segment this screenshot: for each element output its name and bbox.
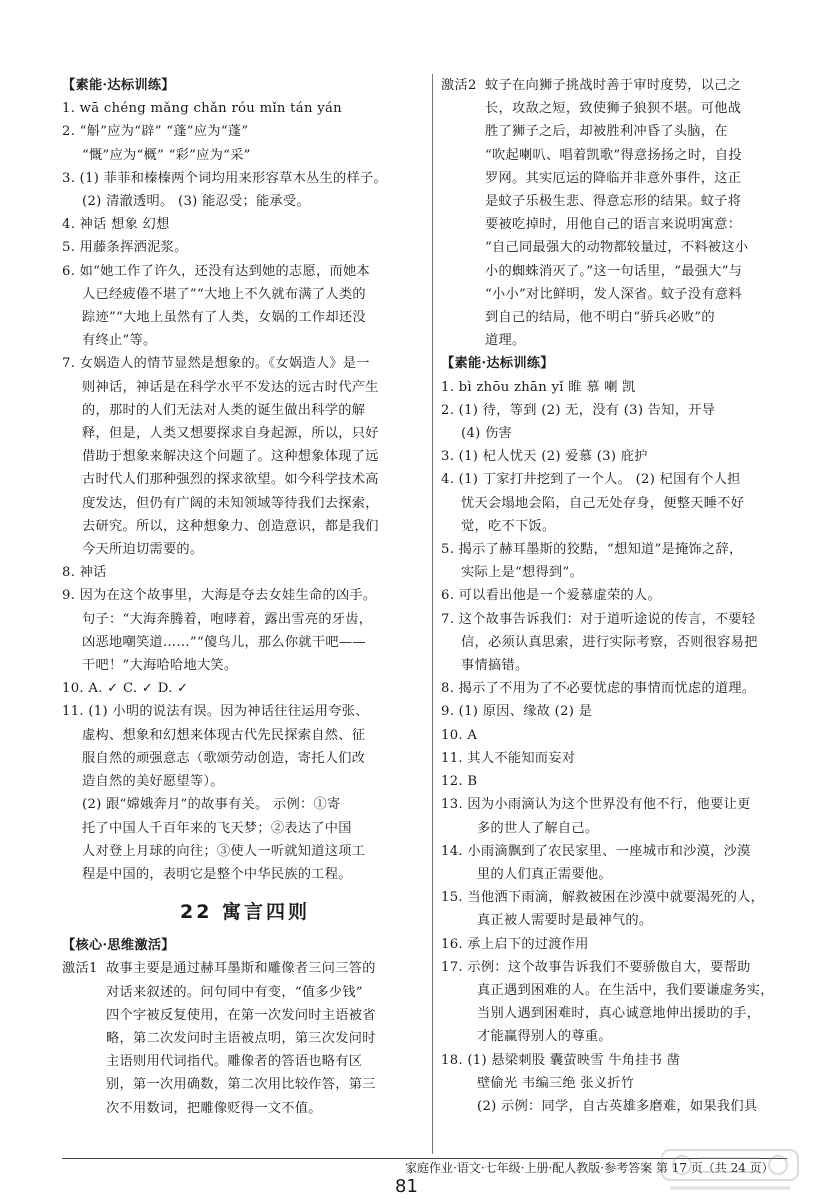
left-line: 去研究。所以，这种想象力、创造意识，都是我们 xyxy=(82,518,379,534)
right-line: 才能赢得别人的尊重。 xyxy=(477,1029,612,1045)
left-line: 释，但是，人类又想要探求自身起源，所以，只好 xyxy=(82,426,379,442)
activation-1-row xyxy=(62,1050,428,1073)
left-line: 的，那时的人们无法对人类的诞生做出科学的解 xyxy=(82,402,366,418)
right-line: 实际上是“想得到”。 xyxy=(461,565,583,581)
activation-1-row xyxy=(62,1027,428,1050)
left-line: 5. 用藤条挥洒泥浆。 xyxy=(62,240,188,256)
activation-1-row xyxy=(62,1004,428,1027)
left-line: 7. 女娲造人的情节显然是想象的。《女娲造人》是一 xyxy=(62,356,370,372)
right-line: 当别人遇到困难时，真心诚意地伸出援助的手， xyxy=(477,1006,761,1022)
lesson-title: 22 寓言四则 xyxy=(179,901,311,924)
left-line: 2. “斛”应为“辟” “蓬”应为“蓬” xyxy=(62,124,249,140)
left-line: 人对登上月球的向往；③使人一听就知道这项工 xyxy=(82,843,366,859)
right-line: 真正遇到困难的人。在生活中，我们要谦虚务实， xyxy=(477,982,774,998)
right-line: 7. 这个故事告诉我们：对于道听途说的传言，不要轻 xyxy=(441,611,756,627)
right-line: 8. 揭示了不用为了不必要忧虑的事情而忧虑的道理。 xyxy=(441,681,756,697)
activation-1-row xyxy=(62,981,428,1004)
right-answer-lines xyxy=(441,352,787,1118)
left-line: 服自然的顽强意志（歌颂劳动创造，寄托人们改 xyxy=(82,750,366,766)
right-line: 1. bì zhōu zhān yǐ 睢 慕 喇 凯 xyxy=(441,379,636,395)
activation-2-label xyxy=(441,144,485,167)
right-line: 13. 因为小雨滴认为这个世界没有他不行，他要让更 xyxy=(441,797,751,813)
activation-1-text: 次不用数词，把雕像贬得一文不值。 xyxy=(106,1100,322,1116)
activation-2-text: 长，攻敌之短，致使狮子狼狈不堪。可他战 xyxy=(485,101,742,117)
left-column xyxy=(62,74,428,1120)
right-line: 忧天会塌地会陷，自己无处存身，便整天睡不好 xyxy=(461,495,745,511)
activation-2-text: 胜了狮子之后，却被胜利冲昏了头脑，在 xyxy=(485,124,728,140)
right-line: 里的人们真正需要他。 xyxy=(477,866,612,882)
activation-2-label xyxy=(441,167,485,190)
activation-1-label: 激活1 xyxy=(62,961,98,977)
right-line: 4. (1) 丁家打井挖到了一个人。 (2) 杞国有个人担 xyxy=(441,472,741,488)
activation-2-text: 道理。 xyxy=(485,333,526,349)
left-line: 今天所迫切需要的。 xyxy=(82,542,204,558)
activation-2-label xyxy=(441,236,485,259)
left-line: (2) 清澈透明。 (3) 能忍受；能承受。 xyxy=(82,194,310,210)
left-line: 句子：“大海奔腾着，咆哮着，露出雪亮的牙齿， xyxy=(82,611,373,627)
activation-1-label xyxy=(62,1004,106,1027)
right-line: 18. (1) 悬梁刺股 囊萤映雪 牛角挂书 凿 xyxy=(441,1052,681,1068)
activation-2-text: “吹起喇叭、唱着凯歌”得意扬扬之时，自投 xyxy=(485,147,742,163)
left-line: 托了中国人千百年来的飞天梦；②表达了中国 xyxy=(82,820,352,836)
core-section-header: 【核心·思维激活】 xyxy=(62,938,175,954)
activation-2-text: 小的蜘蛛消灭了。”这一句话里，“最强大”与 xyxy=(485,263,743,279)
left-line: (2) 跟“嫦娥奔月”的故事有关。 示例：①寄 xyxy=(82,797,341,813)
activation-2-row xyxy=(441,74,787,97)
left-answer-lines xyxy=(62,74,428,886)
activation-1-label xyxy=(62,1050,106,1073)
right-line: 15. 当他洒下雨滴，解救被困在沙漠中就要渴死的人， xyxy=(441,890,765,906)
activation-1-text: 故事主要是通过赫耳墨斯和雕像者三问三答的 xyxy=(106,961,376,977)
activation-1-text: 主语则用代词指代。雕像者的答语也略有区 xyxy=(106,1054,363,1070)
left-line: 6. 如“她工作了许久，还没有达到她的志愿，而她本 xyxy=(62,263,370,279)
right-line: 10. A xyxy=(441,727,478,743)
activation-2-row xyxy=(441,329,787,352)
right-line: 17. 示例：这个故事告诉我们不要骄傲自大，要帮助 xyxy=(441,959,751,975)
right-line: 12. B xyxy=(441,774,478,790)
activation-2-row xyxy=(441,97,787,120)
left-line: 3. (1) 菲菲和榛榛两个词均用来形容草木丛生的样子。 xyxy=(62,170,387,186)
left-line: 11. (1) 小明的说法有误。因为神话往往运用夸张、 xyxy=(62,704,369,720)
left-line: 度发达，但仍有广阔的未知领域等待我们去探索， xyxy=(82,495,379,511)
right-line: 9. (1) 原因、缘故 (2) 是 xyxy=(441,704,593,720)
activation-1-row xyxy=(62,1073,428,1096)
activation-2-label xyxy=(441,306,485,329)
activation-2-text: 蚊子在向狮子挑战时善于审时度势，以己之 xyxy=(485,78,742,93)
left-line: 干吧！”大海哈哈地大笑。 xyxy=(82,658,238,674)
left-line: 9. 因为在这个故事里，大海是夺去女娃生命的凶手。 xyxy=(62,588,377,604)
right-line: 11. 其人不能知而妄对 xyxy=(441,750,576,766)
right-column xyxy=(441,74,787,1118)
activation-1-text: 别，第一次用确数，第二次用比较作答，第三 xyxy=(106,1077,376,1093)
activation-2-row xyxy=(441,120,787,143)
right-line: 真正被人需要时是最神气的。 xyxy=(477,913,653,929)
right-line: 事情搞错。 xyxy=(461,658,529,674)
right-line: 【素能·达标训练】 xyxy=(441,356,554,372)
left-line: 虚构、想象和幻想来体现古代先民探索自然、征 xyxy=(82,727,366,743)
activation-1-text: 略，第二次发问时主语被点明，第三次发问时 xyxy=(106,1030,376,1046)
activation-2-row xyxy=(441,283,787,306)
activation-2-label xyxy=(441,283,485,306)
left-line: 造自然的美好愿望等）。 xyxy=(82,774,224,790)
activation-2-text: 是蚊子乐极生悲、得意忘形的结果。蚊子将 xyxy=(485,194,742,210)
activation-1-label xyxy=(62,981,106,1004)
left-line: 有终止”等。 xyxy=(82,333,157,349)
activation-1-row xyxy=(62,957,428,980)
activation-2-text: 罗网。其实厄运的降临并非意外事件，这正 xyxy=(485,170,742,186)
activation-2-row xyxy=(441,306,787,329)
right-line: 3. (1) 杞人忧天 (2) 爱慕 (3) 庇护 xyxy=(441,449,648,465)
left-line: 4. 神话 想象 幻想 xyxy=(62,217,170,233)
right-line: (4) 伤害 xyxy=(461,426,513,442)
activation-2-label xyxy=(441,213,485,236)
activation-2-row xyxy=(441,190,787,213)
activation-2-row xyxy=(441,213,787,236)
left-line: 人已经疲倦不堪了”“大地上不久就布满了人类的 xyxy=(82,286,366,302)
page-number: 81 xyxy=(395,1176,418,1197)
left-line: 借助于想象来解决这个问题了。这种想象体现了远 xyxy=(82,449,379,465)
activation-2-label xyxy=(441,190,485,213)
activation-2-label xyxy=(441,97,485,120)
left-line: 1. wā chéng mǎng chǎn róu mǐn tán yán xyxy=(62,101,342,117)
activation-2-label xyxy=(441,120,485,143)
column-divider xyxy=(432,74,433,1154)
activation-1-block xyxy=(62,957,428,1119)
activation-2-text: “自己同最强大的动物都较量过，不料被这小 xyxy=(485,240,749,256)
left-line: 凶恶地嘲笑道……”“傻鸟儿，那么你就干吧—— xyxy=(82,634,366,650)
left-line: 古时代人们那种强烈的探求欲望。如今科学技术高 xyxy=(82,472,379,488)
activation-2-label xyxy=(441,329,485,352)
footer-text: 家庭作业·语文·七年级·上册·配人教版·参考答案 第 17 页（共 24 页） xyxy=(405,1161,774,1175)
left-line: 则神话，神话是在科学水平不发达的远古时代产生 xyxy=(82,379,379,395)
activation-1-row xyxy=(62,1097,428,1120)
right-line: 壁偷光 韦编三绝 张义折竹 xyxy=(477,1075,635,1091)
activation-2-row xyxy=(441,236,787,259)
left-line: 踪迹”“大地上虽然有了人类，女娲的工作却还没 xyxy=(82,310,366,326)
right-line: 5. 揭示了赫耳墨斯的狡黠，“想知道”是掩饰之辞， xyxy=(441,542,743,558)
left-line: “慨”应为“概” “彩”应为“采” xyxy=(82,147,251,163)
activation-1-label xyxy=(62,1097,106,1120)
right-line: 14. 小雨滴飘到了农民家里、一座城市和沙漠，沙漠 xyxy=(441,843,751,859)
activation-2-text: 到自己的结局，他不明白“骄兵必败”的 xyxy=(485,310,715,326)
activation-1-text: 对话来叙述的。问句同中有变，“值多少钱” xyxy=(106,984,363,1000)
activation-2-text: 要被吃掉时，用他自己的语言来说明寓意： xyxy=(485,217,742,233)
activation-1-text: 四个字被反复使用，在第一次发问时主语被省 xyxy=(106,1007,376,1023)
activation-2-row xyxy=(441,260,787,283)
right-line: 2. (1) 待，等到 (2) 无，没有 (3) 告知，开导 xyxy=(441,402,716,418)
activation-2-text: “小小”对比鲜明，发人深省。蚊子没有意料 xyxy=(485,286,742,302)
watermark-logo-icon xyxy=(660,1146,800,1196)
right-line: (2) 示例：同学，自古英雄多磨难，如果我们具 xyxy=(477,1098,758,1114)
right-line: 16. 承上启下的过渡作用 xyxy=(441,936,589,952)
left-line: 程是中国的，表明它是整个中华民族的工程。 xyxy=(82,866,352,882)
right-line: 觉，吃不下饭。 xyxy=(461,518,556,534)
activation-2-label: 激活2 xyxy=(441,78,477,93)
left-line: 10. A. ✓ C. ✓ D. ✓ xyxy=(62,681,189,697)
left-line: 8. 神话 xyxy=(62,565,107,581)
activation-1-label xyxy=(62,1027,106,1050)
right-line: 6. 可以看出他是一个爱慕虚荣的人。 xyxy=(441,588,661,604)
right-line: 多的世人了解自己。 xyxy=(477,820,599,836)
activation-1-label xyxy=(62,1073,106,1096)
right-line: 信，必须认真思索，进行实际考察，否则很容易把 xyxy=(461,634,758,650)
activation-2-block xyxy=(441,74,787,352)
activation-2-label xyxy=(441,260,485,283)
left-line: 【素能·达标训练】 xyxy=(62,78,175,93)
activation-2-row xyxy=(441,167,787,190)
activation-2-row xyxy=(441,144,787,167)
